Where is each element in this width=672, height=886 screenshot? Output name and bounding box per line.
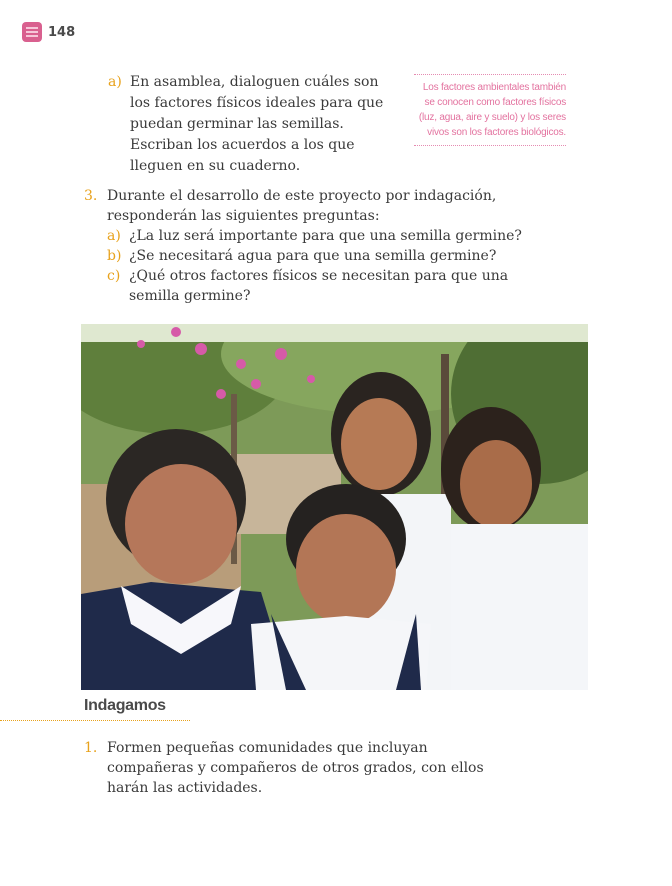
page-logo-icon	[22, 22, 42, 42]
list-item	[107, 226, 554, 246]
question-1	[84, 738, 484, 798]
sidenote-text: Los factores ambientales también se conocen como factores físicos (luz, agua, aire y suelo) y los seres vivos son los factores biológicos.	[418, 82, 566, 138]
question-3-list	[84, 226, 554, 306]
question-1-number: 1.	[84, 740, 98, 756]
list-item	[107, 266, 554, 306]
page-number: 148	[48, 24, 76, 40]
list-item-letter: a)	[107, 228, 121, 244]
list-item-letter: b)	[107, 248, 122, 264]
list-item-text: ¿La luz será importante para que una semilla germine?	[129, 228, 522, 244]
list-item-text: ¿Se necesitará agua para que una semilla germine?	[129, 248, 497, 264]
question-3	[84, 186, 554, 306]
list-item-letter: c)	[107, 268, 121, 284]
section-divider	[0, 720, 190, 721]
list-item	[107, 246, 554, 266]
question-3-text: Durante el desarrollo de este proyecto por indagación, responderán las siguientes preguntas:	[107, 188, 497, 224]
activity-a	[108, 72, 398, 177]
question-3-number: 3.	[84, 188, 98, 204]
section-title-indagamos: Indagamos	[84, 697, 166, 714]
list-item-text: ¿Qué otros factores físicos se necesitan para que una semilla germine?	[129, 268, 509, 304]
page-header	[22, 22, 75, 42]
photo-illustration	[81, 324, 588, 690]
photo-children-school-uniforms	[81, 324, 588, 690]
activity-a-letter: a)	[108, 74, 122, 90]
sidenote-box	[414, 74, 566, 146]
activity-a-text: En asamblea, dialoguen cuáles son los factores físicos ideales para que puedan germinar las semillas. Escriban los acuerdos a los que lleguen en su cuaderno.	[130, 74, 384, 174]
question-1-text: Formen pequeñas comunidades que incluyan compañeras y compañeros de otros grados, con ellos harán las actividades.	[107, 740, 484, 796]
